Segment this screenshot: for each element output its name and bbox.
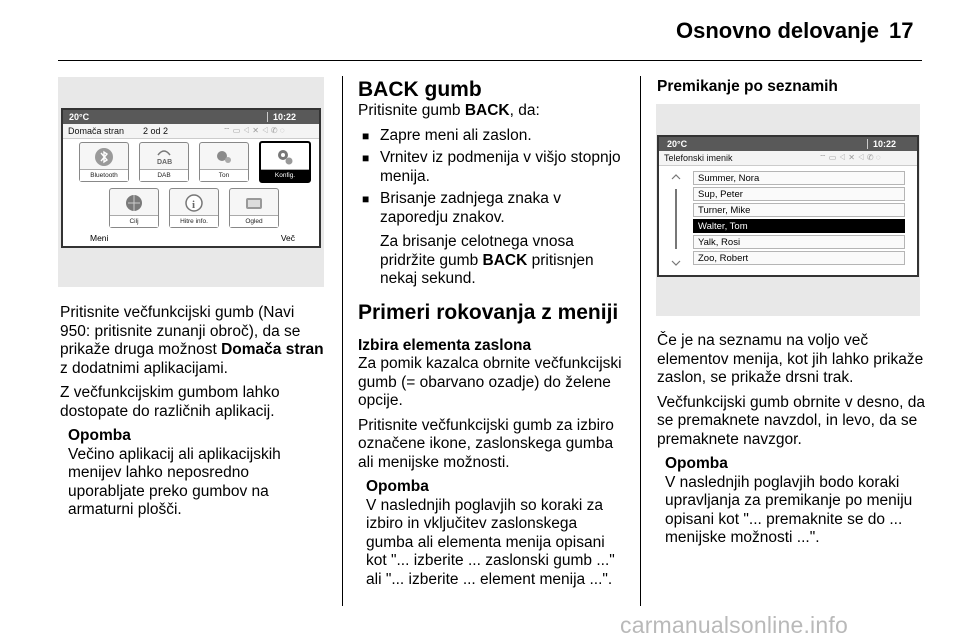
svg-text:DAB: DAB xyxy=(157,159,173,166)
middle-column-text xyxy=(358,78,628,589)
bullet-extra: Za brisanje celotnega vnosa pridržite gumb BACK pritisnjen nekaj sekund. xyxy=(380,233,594,287)
section-heading-back: BACK gumb xyxy=(358,78,482,101)
note-block xyxy=(60,427,328,520)
app-dab[interactable] xyxy=(139,142,189,182)
page-header xyxy=(0,0,960,62)
clock: 10:22 xyxy=(873,139,897,149)
view-icon xyxy=(244,193,264,213)
note-title: Opomba xyxy=(665,455,728,472)
list-item[interactable]: Yalk, Rosi xyxy=(693,235,905,249)
screen-subheader xyxy=(63,124,319,139)
paragraph-select: Pritisnite večfunkcijski gumb za izbiro označene ikone, zaslonskega gumba ali menijske možnosti. xyxy=(358,416,614,471)
section-heading-examples: Primeri rokovanja z meniji xyxy=(358,300,619,324)
svg-text:i: i xyxy=(192,199,196,211)
note-text: V naslednjih poglavjih bodo koraki upravljanja za premikanje po meniju opisani kot "... premaknite se do ... menijske možnosti ...". xyxy=(665,473,913,546)
subheading-select: Izbira elementa zaslona xyxy=(358,336,532,354)
right-column-text xyxy=(657,332,925,548)
status-bar xyxy=(63,110,319,124)
screen-subheader xyxy=(659,151,917,166)
list-item[interactable]: Summer, Nora xyxy=(693,171,905,185)
clock: 10:22 xyxy=(273,112,297,122)
temperature: 20°C xyxy=(667,139,688,149)
paragraph-scrollbar: Če je na seznamu na voljo več elementov menija, kot jih lahko prikaže zaslon, se prikaže drsni trak. xyxy=(657,332,924,386)
app-hitre-info[interactable] xyxy=(169,188,219,228)
app-label: Cilj xyxy=(110,215,158,227)
app-bluetooth[interactable] xyxy=(79,142,129,182)
page-indicator: 2 od 2 xyxy=(143,126,169,136)
screen-title: Domača stran xyxy=(68,126,125,136)
note-text: Večino aplikacij ali aplikacijskih menijev lahko neposredno uporabljate preko gumbov na armaturni plošči. xyxy=(68,445,281,518)
list-screen-figure xyxy=(656,104,920,316)
left-column-text xyxy=(60,304,328,520)
sound-icon xyxy=(214,147,234,167)
note-block xyxy=(657,455,925,548)
list-item[interactable]: Turner, Mike xyxy=(693,203,905,217)
app-label: Hitre info. xyxy=(170,215,218,227)
status-separator xyxy=(267,112,268,122)
right-column-heading-wrap xyxy=(657,78,925,97)
bluetooth-icon xyxy=(94,147,114,167)
app-ton[interactable] xyxy=(199,142,249,182)
paragraph-cursor: Za pomik kazalca obrnite večfunkcijski gumb (= obarvano ozadje) do želene opcije. xyxy=(358,355,622,409)
dab-icon xyxy=(154,147,174,167)
home-screen xyxy=(61,108,321,248)
screen-title: Telefonski imenik xyxy=(664,153,733,163)
note-block xyxy=(358,478,628,589)
home-screen-figure xyxy=(58,77,324,287)
paragraph-rotate: Večfunkcijski gumb obrnite v desno, da se premaknete navzdol, in levo, da se premaknete navzgor. xyxy=(657,393,925,448)
page-title: Osnovno delovanje xyxy=(676,18,879,43)
destination-icon xyxy=(124,193,144,213)
back-bullet-list xyxy=(358,127,628,228)
list-item-selected[interactable]: Walter, Tom xyxy=(693,219,905,233)
bullet-item: ■ Brisanje zadnjega znaka v zaporedju znakov. xyxy=(358,190,628,227)
status-icons: ⌔ ▭ ◁ ✕ ◁ ✆ ◌ xyxy=(223,126,285,135)
app-label: Ton xyxy=(200,169,248,181)
phonebook-screen xyxy=(657,135,919,277)
menu-softkey[interactable]: Meni xyxy=(90,233,109,243)
scrollbar[interactable] xyxy=(669,173,683,269)
paragraph-home-page: Pritisnite večfunkcijski gumb (Navi 950: pritisnite zunanji obroč), da se prikaže druga možnost Domača stran z dodatnimi aplikacijami. xyxy=(60,304,324,377)
info-icon xyxy=(184,193,204,213)
page-number: 17 xyxy=(889,18,914,43)
app-cilj[interactable] xyxy=(109,188,159,228)
header-divider xyxy=(58,60,922,61)
section-heading-lists: Premikanje po seznamih xyxy=(657,78,838,95)
list-item[interactable]: Sup, Peter xyxy=(693,187,905,201)
note-title: Opomba xyxy=(366,478,429,495)
app-konfig[interactable] xyxy=(259,141,311,183)
watermark: carmanualsonline.info xyxy=(620,612,848,638)
paragraph-applications: Z večfunkcijskim gumbom lahko dostopate do različnih aplikacij. xyxy=(60,384,280,420)
more-softkey[interactable]: Več xyxy=(280,233,295,243)
app-label: DAB xyxy=(140,169,188,181)
column-divider-right xyxy=(640,76,641,606)
status-icons: ⌔ ▭ ◁ ✕ ◁ ✆ ◌ xyxy=(819,153,881,162)
bullet-item: ■ Zapre meni ali zaslon. xyxy=(358,127,628,146)
temperature: 20°C xyxy=(69,112,90,122)
column-divider-left xyxy=(342,76,343,606)
list-item[interactable]: Zoo, Robert xyxy=(693,251,905,265)
bullet-item: ■ Vrnitev iz podmenija v višjo stopnjo menija. xyxy=(358,149,628,186)
note-title: Opomba xyxy=(68,427,131,444)
status-separator xyxy=(867,139,868,149)
app-label: Ogled xyxy=(230,215,278,227)
app-ogled[interactable] xyxy=(229,188,279,228)
config-icon xyxy=(275,147,295,167)
status-bar xyxy=(659,137,917,151)
note-text: V naslednjih poglavjih so koraki za izbiro in vključitev zaslonskega gumba ali elementa menija opisani kot "... izberite ... zaslonski gumb ..." ali "... izberite ... element menija ...". xyxy=(366,496,615,588)
app-label: Bluetooth xyxy=(80,169,128,181)
app-label: Konfig. xyxy=(261,169,309,181)
back-intro: Pritisnite gumb BACK, da: xyxy=(358,102,540,119)
